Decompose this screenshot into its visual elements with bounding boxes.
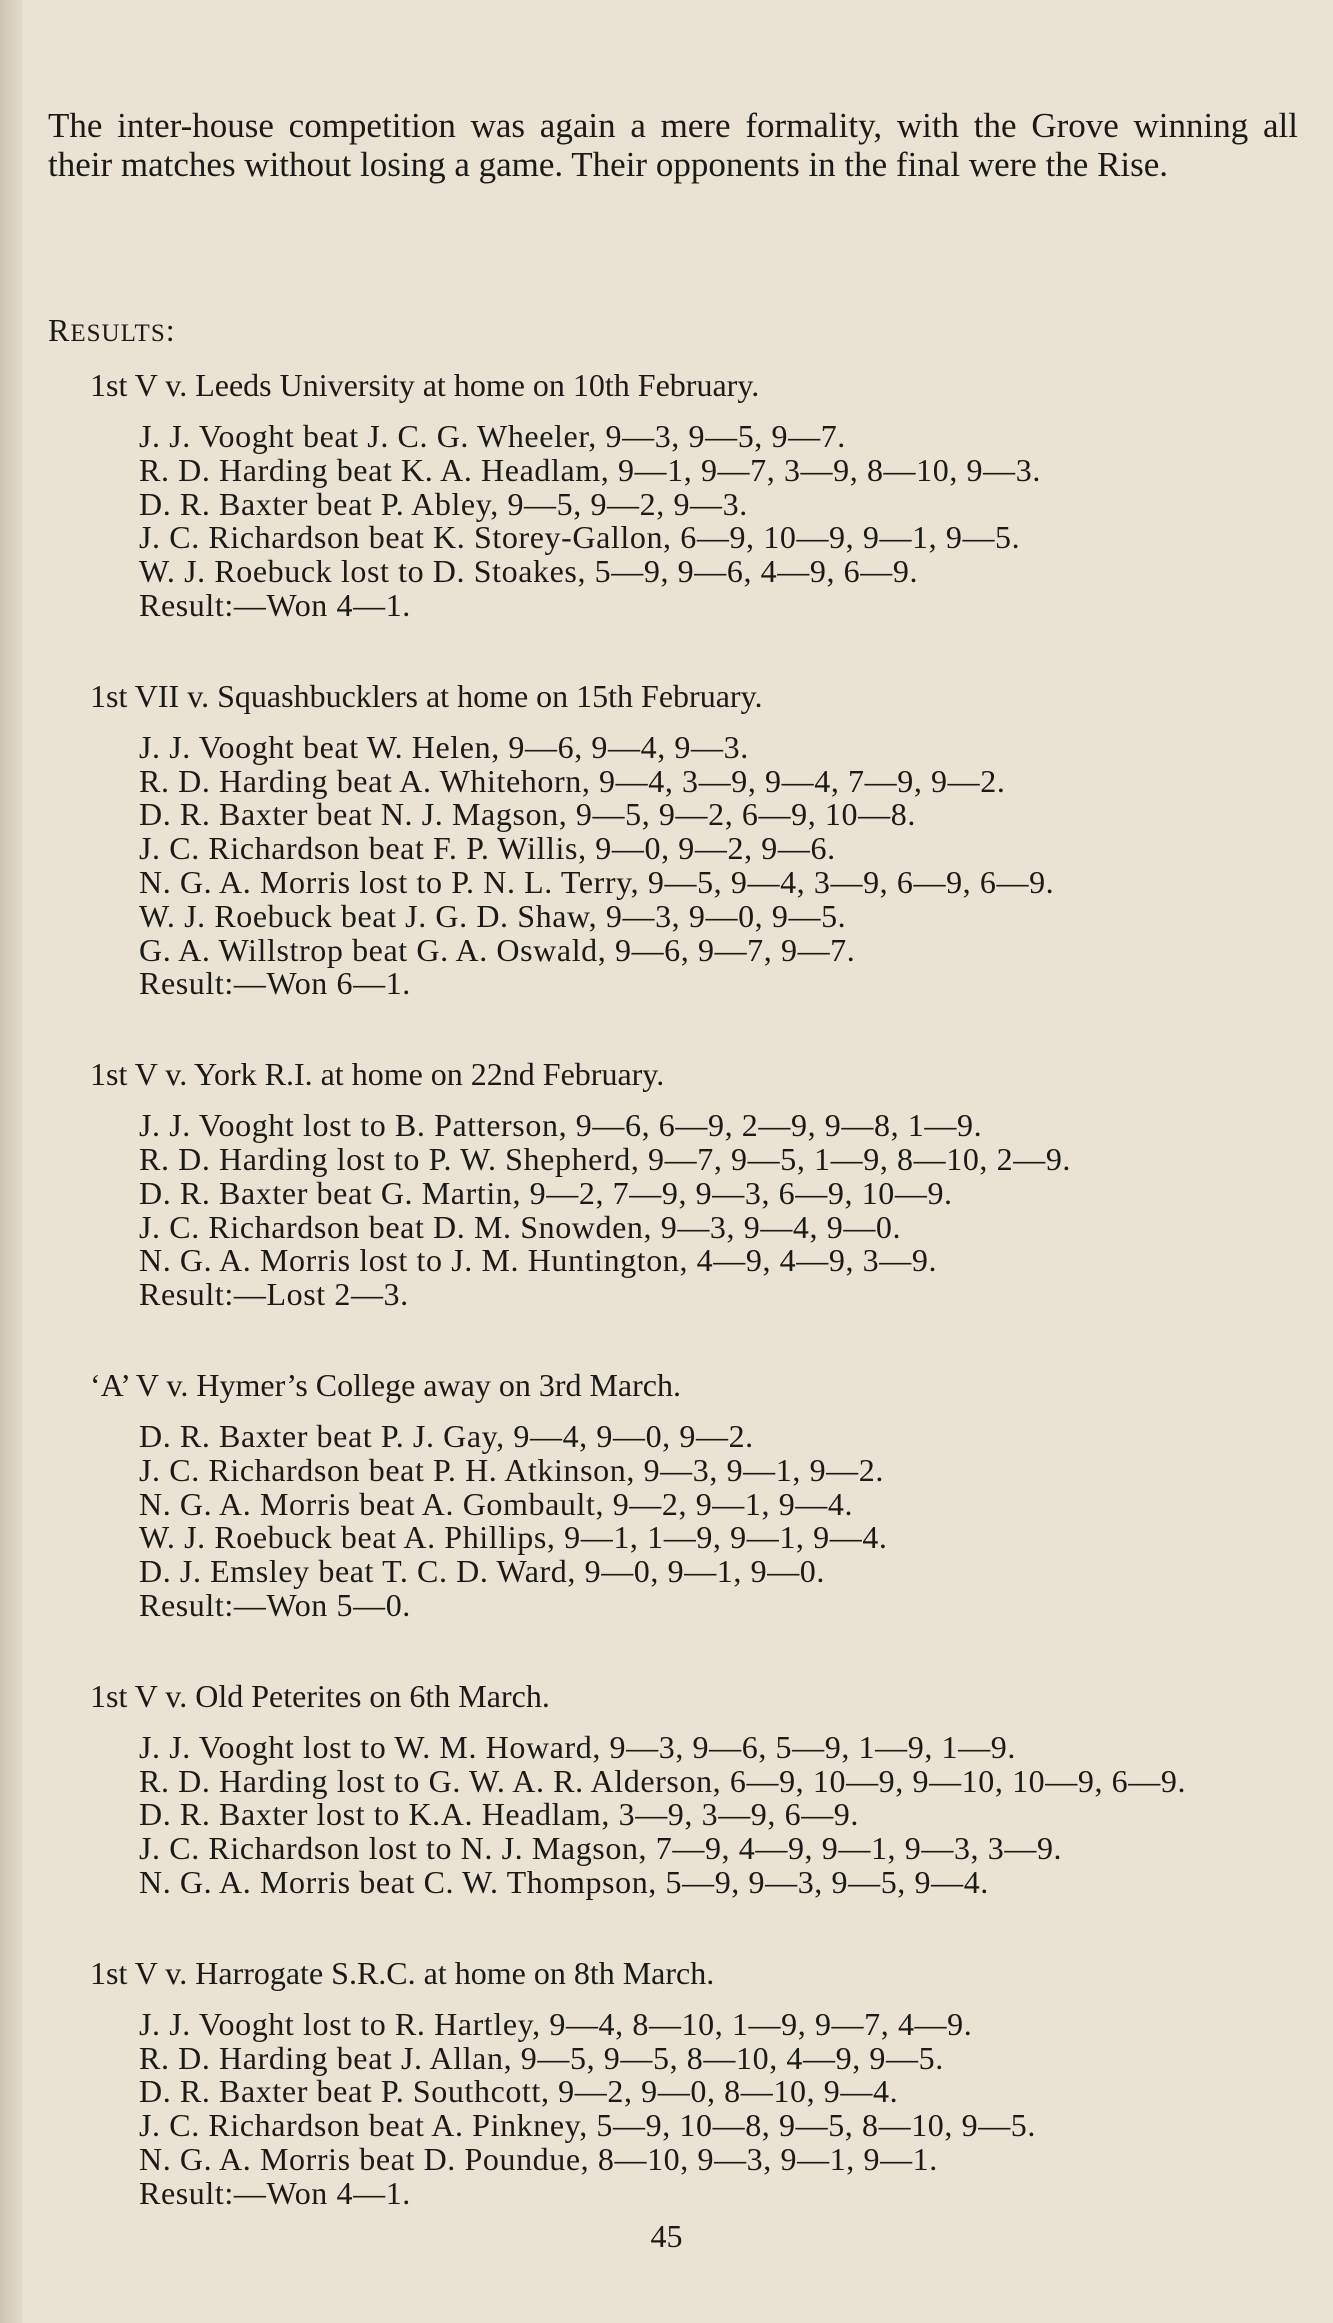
result-line: N. G. A. Morris beat C. W. Thompson, 5—9, 9—3, 9—5, 9—4. — [139, 1863, 989, 1900]
match-result-summary: Result:—Won 6—1. — [139, 965, 411, 1002]
result-line: N. G. A. Morris beat D. Poundue, 8—10, 9—3, 9—1, 9—1. — [139, 2140, 938, 2177]
match-block — [90, 1366, 1298, 1623]
match-result-summary: Result:—Won 5—0. — [139, 1586, 411, 1623]
intro-paragraph: The inter-house competition was again a mere formality, with the Grove winning all their matches without losing a game. Their opponents in the final were the Rise. — [48, 106, 1298, 184]
match-result-summary: Result:—Lost 2—3. — [139, 1276, 409, 1313]
results-heading-initial: R — [48, 312, 71, 348]
match-result-summary: Result:—Won 4—1. — [139, 586, 411, 623]
result-line: R. D. Harding beat J. Allan, 9—5, 9—5, 8—10, 4—9, 9—5. — [139, 2039, 944, 2076]
results-heading — [48, 312, 1298, 352]
match-block — [90, 1055, 1298, 1312]
page-gutter-shadow — [0, 0, 22, 2323]
match-title: 1st VII v. Squashbucklers at home on 15th February. — [90, 677, 763, 714]
result-line: J. J. Vooght beat W. Helen, 9—6, 9—4, 9—3. — [139, 728, 749, 765]
result-line: R. D. Harding beat K. A. Headlam, 9—1, 9—7, 3—9, 8—10, 9—3. — [139, 451, 1041, 488]
result-line: R. D. Harding lost to P. W. Shepherd, 9—7, 9—5, 1—9, 8—10, 2—9. — [139, 1140, 1072, 1177]
result-line: W. J. Roebuck beat J. G. D. Shaw, 9—3, 9—0, 9—5. — [139, 897, 847, 934]
results-heading-smallcaps: ESULTS — [70, 320, 166, 347]
match-title: 1st V v. Old Peterites on 6th March. — [90, 1677, 550, 1714]
result-line: D. J. Emsley beat T. C. D. Ward, 9—0, 9—1, 9—0. — [139, 1553, 826, 1590]
result-line: D. R. Baxter beat P. J. Gay, 9—4, 9—0, 9—2. — [139, 1417, 754, 1454]
match-results-list — [139, 1109, 1298, 1312]
result-line: N. G. A. Morris lost to P. N. L. Terry, 9—5, 9—4, 3—9, 6—9, 6—9. — [139, 863, 1055, 900]
result-line: J. C. Richardson beat A. Pinkney, 5—9, 10—8, 9—5, 8—10, 9—5. — [139, 2107, 1036, 2144]
result-line: W. J. Roebuck beat A. Phillips, 9—1, 1—9, 9—1, 9—4. — [139, 1519, 888, 1556]
result-line: J. C. Richardson lost to N. J. Magson, 7—9, 4—9, 9—1, 9—3, 3—9. — [139, 1830, 1063, 1867]
match-results-list — [139, 1417, 1298, 1623]
match-results-list — [139, 2005, 1298, 2211]
result-line: R. D. Harding lost to G. W. A. R. Alderson, 6—9, 10—9, 9—10, 10—9, 6—9. — [139, 1762, 1187, 1799]
match-result-summary: Result:—Won 4—1. — [139, 2174, 411, 2211]
result-line: J. J. Vooght lost to W. M. Howard, 9—3, 9—6, 5—9, 1—9, 1—9. — [139, 1728, 1016, 1765]
match-results-list — [139, 1728, 1298, 1900]
match-block — [90, 677, 1298, 1001]
match-results-list — [139, 728, 1298, 1002]
match-title: ‘A’ V v. Hymer’s College away on 3rd March. — [90, 1366, 681, 1403]
match-results-list — [139, 420, 1298, 623]
result-line: J. C. Richardson beat K. Storey-Gallon, 6—9, 10—9, 9—1, 9—5. — [139, 519, 1021, 556]
result-line: R. D. Harding beat A. Whitehorn, 9—4, 3—9, 9—4, 7—9, 9—2. — [139, 762, 1006, 799]
result-line: N. G. A. Morris beat A. Gombault, 9—2, 9—1, 9—4. — [139, 1485, 854, 1522]
match-title: 1st V v. Harrogate S.R.C. at home on 8th March. — [90, 1954, 715, 1991]
match-title: 1st V v. York R.I. at home on 22nd February. — [90, 1056, 665, 1093]
result-line: D. R. Baxter beat G. Martin, 9—2, 7—9, 9—3, 6—9, 10—9. — [139, 1174, 953, 1211]
result-line: G. A. Willstrop beat G. A. Oswald, 9—6, 9—7, 9—7. — [139, 931, 856, 968]
results-heading-colon: : — [165, 312, 176, 348]
match-title: 1st V v. Leeds University at home on 10th February. — [90, 367, 760, 403]
match-block — [90, 1954, 1298, 2211]
result-line: J. C. Richardson beat D. M. Snowden, 9—3, 9—4, 9—0. — [139, 1208, 902, 1245]
result-line: D. R. Baxter beat N. J. Magson, 9—5, 9—2, 6—9, 10—8. — [139, 796, 916, 833]
result-line: N. G. A. Morris lost to J. M. Huntington, 4—9, 4—9, 3—9. — [139, 1242, 938, 1279]
result-line: W. J. Roebuck lost to D. Stoakes, 5—9, 9—6, 4—9, 6—9. — [139, 553, 919, 590]
result-line: J. J. Vooght lost to R. Hartley, 9—4, 8—10, 1—9, 9—7, 4—9. — [139, 2005, 973, 2042]
document-page — [48, 106, 1298, 2210]
match-block — [90, 366, 1298, 623]
result-line: D. R. Baxter lost to K.A. Headlam, 3—9, 3—9, 6—9. — [139, 1796, 859, 1833]
result-line: D. R. Baxter beat P. Abley, 9—5, 9—2, 9—3. — [139, 485, 748, 522]
result-line: J. C. Richardson beat P. H. Atkinson, 9—3, 9—1, 9—2. — [139, 1451, 884, 1488]
result-line: J. J. Vooght lost to B. Patterson, 9—6, 6—9, 2—9, 9—8, 1—9. — [139, 1107, 983, 1144]
page-number: 45 — [650, 2218, 683, 2254]
result-line: D. R. Baxter beat P. Southcott, 9—2, 9—0, 8—10, 9—4. — [139, 2073, 899, 2110]
match-block — [90, 1677, 1298, 1900]
result-line: J. J. Vooght beat J. C. G. Wheeler, 9—3, 9—5, 9—7. — [139, 418, 846, 454]
result-line: J. C. Richardson beat F. P. Willis, 9—0, 9—2, 9—6. — [139, 830, 836, 867]
